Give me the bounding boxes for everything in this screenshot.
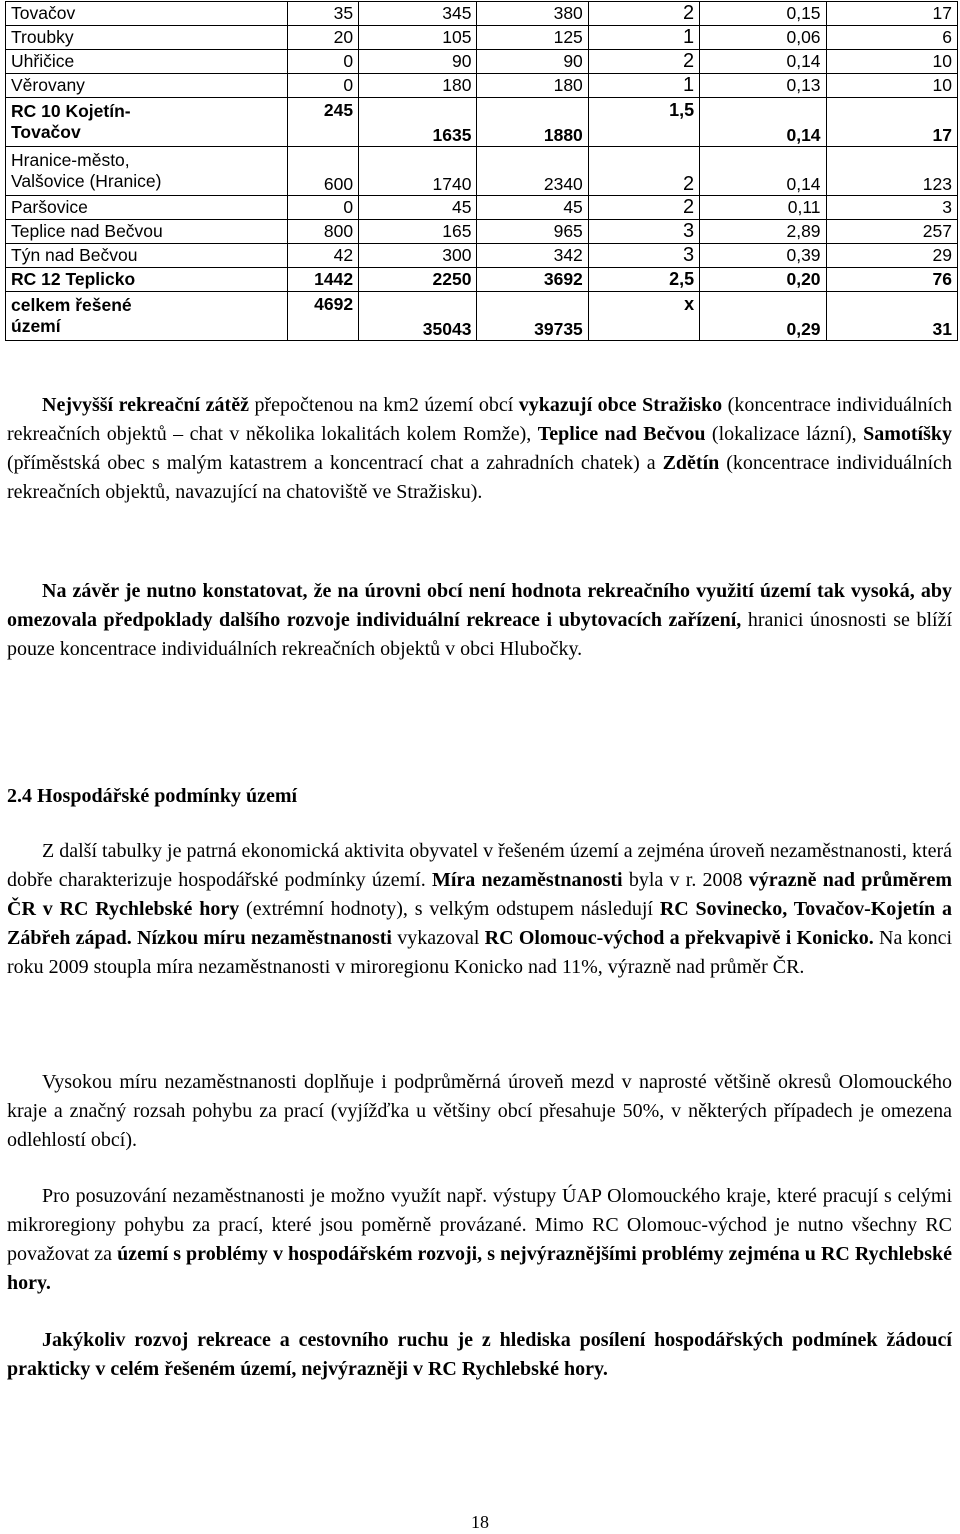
text-run: vykazoval: [391, 927, 485, 949]
page-number: 18: [471, 1512, 489, 1532]
municipality-name-line1: Hranice-město,: [11, 150, 130, 170]
table-cell: 35043: [359, 292, 477, 341]
table-cell: 2: [588, 196, 699, 220]
total-label-line2: území: [11, 316, 61, 336]
table-cell: 20: [287, 26, 358, 50]
paragraph-recreation-load: [7, 391, 952, 507]
table-cell: 0: [287, 74, 358, 98]
table-cell: 42: [287, 244, 358, 268]
table-cell: 17: [826, 2, 957, 26]
table-cell: 800: [287, 220, 358, 244]
table-cell: 965: [477, 220, 588, 244]
table-cell: 90: [477, 50, 588, 74]
text-run: (koncentrace individuálních rekreačních objektů – chat v několika lokalitách kolem Romže),: [7, 394, 952, 445]
emphasis: území s problémy v hospodářském rozvoji, s nejvýraznějšími problémy zejména u RC Rychlebské hory.: [7, 1243, 952, 1294]
table-cell: 0: [287, 196, 358, 220]
emphasis: Nejvyšší rekreační zátěž: [42, 394, 249, 416]
table-cell: 0,14: [700, 98, 826, 147]
municipality-name-line2: Valšovice (Hranice): [11, 171, 162, 191]
table-row: [6, 244, 958, 268]
table-cell: 1740: [359, 147, 477, 196]
table-cell: 1: [588, 26, 699, 50]
table-cell: 105: [359, 26, 477, 50]
emphasis: Jakýkoliv rozvoj rekreace a cestovního ruchu je z hlediska posílení hospodářských podmínek žádoucí prakticky v celém řešeném území, nejvýrazněji v RC Rychlebské hory.: [7, 1329, 952, 1380]
table-row-subtotal: [6, 98, 958, 147]
table-row: [6, 196, 958, 220]
emphasis: vykazují obce Stražisko: [518, 394, 723, 416]
table-cell: 180: [359, 74, 477, 98]
table-cell: 0,14: [700, 50, 826, 74]
table-cell: 17: [826, 98, 957, 147]
table-cell: 4692: [287, 292, 358, 341]
table-cell: 2: [588, 147, 699, 196]
table-cell: 2,89: [700, 220, 826, 244]
municipality-name: Tovačov: [6, 2, 288, 26]
table-cell: 1635: [359, 98, 477, 147]
region-name-line1: RC 10 Kojetín-: [11, 101, 131, 121]
table-cell: 180: [477, 74, 588, 98]
paragraph-assessment: [7, 1182, 952, 1298]
table-cell: 2250: [359, 268, 477, 292]
emphasis: Samotíšky: [863, 423, 952, 445]
table-cell: 1442: [287, 268, 358, 292]
table-cell: 0,13: [700, 74, 826, 98]
table-cell: 0,06: [700, 26, 826, 50]
total-label-line1: celkem řešené: [11, 295, 132, 315]
table-cell: 3: [588, 220, 699, 244]
table-cell: 3692: [477, 268, 588, 292]
table-cell: x: [588, 292, 699, 341]
emphasis: Na závěr je nutno konstatovat, že na úrovni obcí není hodnota rekreačního využití území tak vysoká, aby omezovala předpoklady dalšího rozvoje individuální rekreace i ubytovacích zařízení,: [7, 580, 952, 631]
text-run: Pro posuzování nezaměstnanosti je možno využít např. výstupy ÚAP Olomouckého kraje, které pracují s celými mikroregiony pohybu za prací, které jsou poměrně provázané. Mimo RC Olomouc-východ je nutno všechny RC považovat za: [7, 1185, 952, 1265]
emphasis: RC Sovinecko, Tovačov-Kojetín a Zábřeh západ.: [7, 898, 953, 949]
emphasis: Nízkou míru nezaměstnanosti: [137, 927, 392, 949]
recreation-load-table: [5, 1, 958, 341]
table-cell: 245: [287, 98, 358, 147]
table-cell: 2: [588, 2, 699, 26]
text-run: Na konci roku 2009 stoupla míra nezaměstnanosti v miroregionu Konicko nad 11%, výrazně nad průměr ČR.: [7, 927, 953, 978]
table-cell: 2340: [477, 147, 588, 196]
section-heading: 2.4 Hospodářské podmínky území: [7, 785, 298, 807]
table-cell: 345: [359, 2, 477, 26]
table-cell: 125: [477, 26, 588, 50]
table-cell: 1880: [477, 98, 588, 147]
table-cell: 1: [588, 74, 699, 98]
table-cell: 1,5: [588, 98, 699, 147]
table-cell: 0,11: [700, 196, 826, 220]
text-run: přepočtenou na km2 území obcí: [248, 394, 519, 416]
table-cell: 0,39: [700, 244, 826, 268]
table-cell: 35: [287, 2, 358, 26]
region-name: RC 12 Teplicko: [6, 268, 288, 292]
emphasis: RC Olomouc-východ a překvapivě i Konicko.: [484, 927, 874, 949]
table-row: [6, 26, 958, 50]
table-cell: 600: [287, 147, 358, 196]
paragraph-wages: Vysokou míru nezaměstnanosti doplňuje i podprůměrná úroveň mezd v naprosté většině okresů Olomouckého kraje a značný rozsah pohybu za prací (vyjížďka u většiny obcí přesahuje 50%, v některých případech je omezena odlehlostí obcí).: [7, 1071, 952, 1151]
region-name: [6, 98, 288, 147]
region-name-line2: Tovačov: [11, 122, 81, 142]
table-row: [6, 220, 958, 244]
table-cell: 10: [826, 74, 957, 98]
emphasis: Teplice nad Bečvou: [537, 423, 706, 445]
municipality-name: Týn nad Bečvou: [6, 244, 288, 268]
table-cell: 39735: [477, 292, 588, 341]
paragraph-conclusion: [7, 577, 952, 664]
table-row: [6, 2, 958, 26]
table-cell: 342: [477, 244, 588, 268]
table-cell: 90: [359, 50, 477, 74]
emphasis: Zdětín: [662, 452, 720, 474]
table-cell: 45: [359, 196, 477, 220]
table-cell: 76: [826, 268, 957, 292]
table-cell: 6: [826, 26, 957, 50]
table-row-subtotal: [6, 268, 958, 292]
table-cell: 380: [477, 2, 588, 26]
table-cell: 0,14: [700, 147, 826, 196]
table-cell: 0,15: [700, 2, 826, 26]
table-cell: 165: [359, 220, 477, 244]
text-run: (extrémní hodnoty), s velkým odstupem následují: [239, 898, 660, 920]
text-run: (lokalizace lázní),: [705, 423, 864, 445]
table-cell: 45: [477, 196, 588, 220]
municipality-name: [6, 147, 288, 196]
text-run: (koncentrace individuálních rekreačních objektů, navazující na chatoviště ve Stražisku).: [7, 452, 952, 503]
table-cell: 0: [287, 50, 358, 74]
paragraph-unemployment: [7, 837, 952, 982]
table-cell: 0,20: [700, 268, 826, 292]
table-row: [6, 147, 958, 196]
emphasis: výrazně nad průměrem ČR v RC Rychlebské hory: [7, 869, 952, 920]
table-cell: 29: [826, 244, 957, 268]
text-run: Z další tabulky je patrná ekonomická aktivita obyvatel v řešeném území a zejména úroveň nezaměstnanosti, která dobře charakterizuje hospodářské podmínky území.: [7, 840, 952, 891]
table-cell: 3: [826, 196, 957, 220]
table-row-total: [6, 292, 958, 341]
municipality-name: Věrovany: [6, 74, 288, 98]
table-cell: 31: [826, 292, 957, 341]
table-cell: 3: [588, 244, 699, 268]
text-run: hranici únosnosti se blíží pouze koncentrace individuálních rekreačních objektů v obci Hlubočky.: [7, 609, 952, 660]
table-cell: 2: [588, 50, 699, 74]
text-run: byla v r. 2008: [622, 869, 749, 891]
table-cell: 0,29: [700, 292, 826, 341]
table-row: [6, 50, 958, 74]
table-row: [6, 74, 958, 98]
table-cell: 2,5: [588, 268, 699, 292]
table-cell: 123: [826, 147, 957, 196]
municipality-name: Teplice nad Bečvou: [6, 220, 288, 244]
municipality-name: Paršovice: [6, 196, 288, 220]
municipality-name: Uhřičice: [6, 50, 288, 74]
total-label: [6, 292, 288, 341]
text-run: (příměstská obec s malým katastrem a koncentrací chat a zahradních chatek) a: [7, 452, 663, 474]
municipality-name: Troubky: [6, 26, 288, 50]
emphasis: Míra nezaměstnanosti: [431, 869, 623, 891]
table-cell: 10: [826, 50, 957, 74]
table-cell: 257: [826, 220, 957, 244]
table-cell: 300: [359, 244, 477, 268]
paragraph-tourism: [7, 1326, 952, 1384]
